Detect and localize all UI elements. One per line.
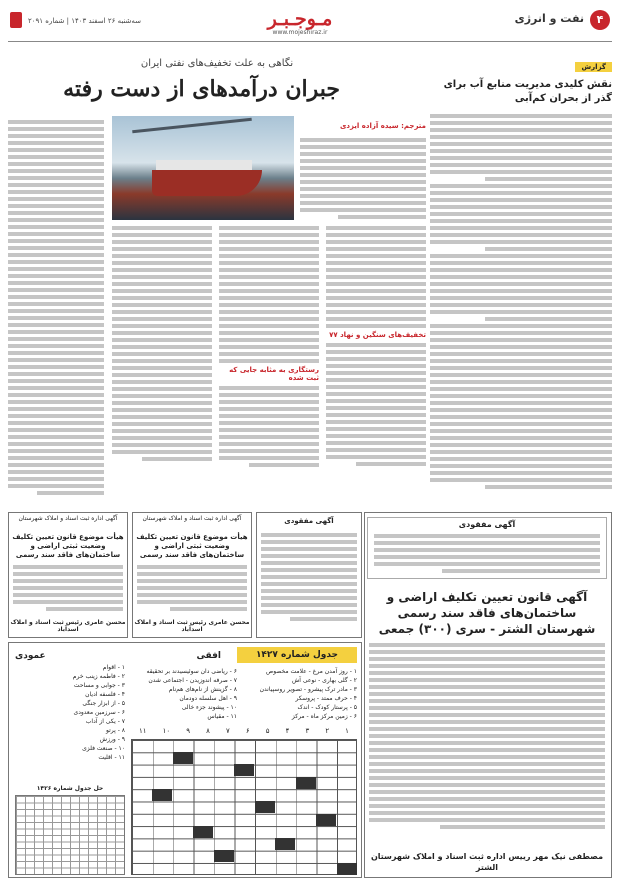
grid-column-numbers: ۱۱ ۱۰ ۹ ۸ ۷ ۶ ۵ ۴ ۳ ۲ ۱ (139, 727, 349, 735)
lost-notice-ad (367, 517, 607, 579)
side-kicker: گزارش (575, 62, 612, 72)
logo-text: مـوجـبـر (267, 8, 333, 30)
legal-notice-signature: مصطفی نیک مهر رییس اداره ثبت اسناد و املاک شهرستان الشتر (370, 852, 604, 872)
registry-ad-a (8, 512, 128, 638)
main-headline: جبران درآمدهای از دست رفته (63, 76, 340, 102)
masthead (8, 8, 612, 42)
legal-notice-title: آگهی قانون تعیین تکلیف اراضی و ساختمان‌های فاقد سند رسمی شهرستان الشتر - سری (۳۰۰) جمعی (378, 590, 596, 636)
side-title: نقش کلیدی مدیریت منابع آب برای گذر از بحران کم‌آبی (443, 79, 612, 104)
horizontal-clues-2: ۶ - ریاضی دان سوئیسیدند بر تحقیقه ۷ - صرفه اندوزیدن - اجتماعی شدن ۸ - گزینش از نام‌های هم‌نام ۹ - اهل سلسله دودمان ۱۰ - پیشوند جزء خالی ۱۱ - مقیاس (146, 668, 237, 720)
horizontal-clues-label: افقی (196, 651, 221, 661)
main-text-intro (300, 138, 426, 224)
vertical-clues-label: عمودی (15, 651, 46, 661)
main-text-columns (112, 226, 426, 504)
section-name: نفت و انرژی (514, 12, 584, 25)
previous-solution-grid (15, 795, 125, 875)
lost-notice-title: آگهی مفقودی (458, 520, 516, 529)
legal-notice-panel (364, 512, 612, 878)
legal-notice-body (369, 643, 605, 839)
page-number: ۴ (590, 10, 610, 30)
previous-solution-label: حل جدول شماره ۱۴۲۶ (36, 785, 104, 792)
lost-notice-ad-2 (256, 512, 362, 638)
crossword-grid[interactable] (131, 739, 357, 875)
registry-ad-b-title: هیأت موضوع قانون تعیین تکلیف وضعیت ثبتی اراضی و ساختمان‌های فاقد سند رسمی (136, 533, 248, 559)
subhead-1: تخفیف‌های سنگین و نهاد ۷۷ (329, 331, 426, 339)
logo-url: www.mojeshiraz.ir (272, 29, 328, 36)
dateline: سه‌شنبه ۲۶ اسفند ۱۴۰۳ | شماره ۲۰۹۱ (28, 17, 142, 25)
author-byline: مترجم: سیده آزاده ایزدی (339, 122, 426, 130)
registry-ad-b (132, 512, 252, 638)
tanker-photo (112, 116, 294, 220)
registry-ad-b-header: آگهی اداره ثبت اسناد و املاک شهرستان (142, 515, 242, 522)
registry-ad-a-title: هیأت موضوع قانون تعیین تکلیف وضعیت ثبتی اراضی و ساختمان‌های فاقد سند رسمی (12, 533, 124, 559)
newspaper-logo (240, 8, 360, 36)
registry-ad-a-header: آگهی اداره ثبت اسناد و املاک شهرستان (18, 515, 118, 522)
lost-notice-2-title: آگهی مفقودی (284, 517, 334, 525)
main-text-column-left (8, 120, 104, 504)
crossword-puzzle (8, 642, 362, 878)
crossword-header: جدول شماره ۱۴۲۷ (237, 647, 357, 663)
main-article (8, 46, 426, 504)
registry-ad-b-signature: محسن عامری رئیس ثبت اسناد و املاک اسدآباد (134, 619, 250, 633)
horizontal-clues-1: ۱ - روز آمدن مرغ - علامت مخصوص ۲ - گلی بهاری - نوعی آش ۳ - مادر ترک پیشرو - تصویر روسپیاندن ۴ - حرف ممتد - پروسکر ۵ - پرستار کودک - اندک ۶ - زمین مرکز ماه - مرکز (259, 668, 357, 720)
subhead-2: رستگاری به مثابه جایی که ثبت شده (229, 366, 319, 382)
corner-badge-icon (10, 12, 22, 28)
side-article (430, 62, 612, 504)
registry-ad-a-signature: محسن عامری رئیس ثبت اسناد و املاک اسدآباد (10, 619, 126, 633)
side-body-text (430, 114, 612, 502)
main-kicker: نگاهی به علت تخفیف‌های نفتی ایران (140, 58, 294, 69)
vertical-clues: ۱ - اقوام ۲ - فاطمه زینب خرم ۳ - جوابی و مساحت ۴ - فلسفه ادیان ۵ - از ابزار جنگی ۶ - سرزمین معدودی ۷ - یکی از آداب ۸ - پرتو ۹ - ورزش ۱۰ - صنعت فلزی ۱۱ - اقلیت (72, 664, 125, 761)
